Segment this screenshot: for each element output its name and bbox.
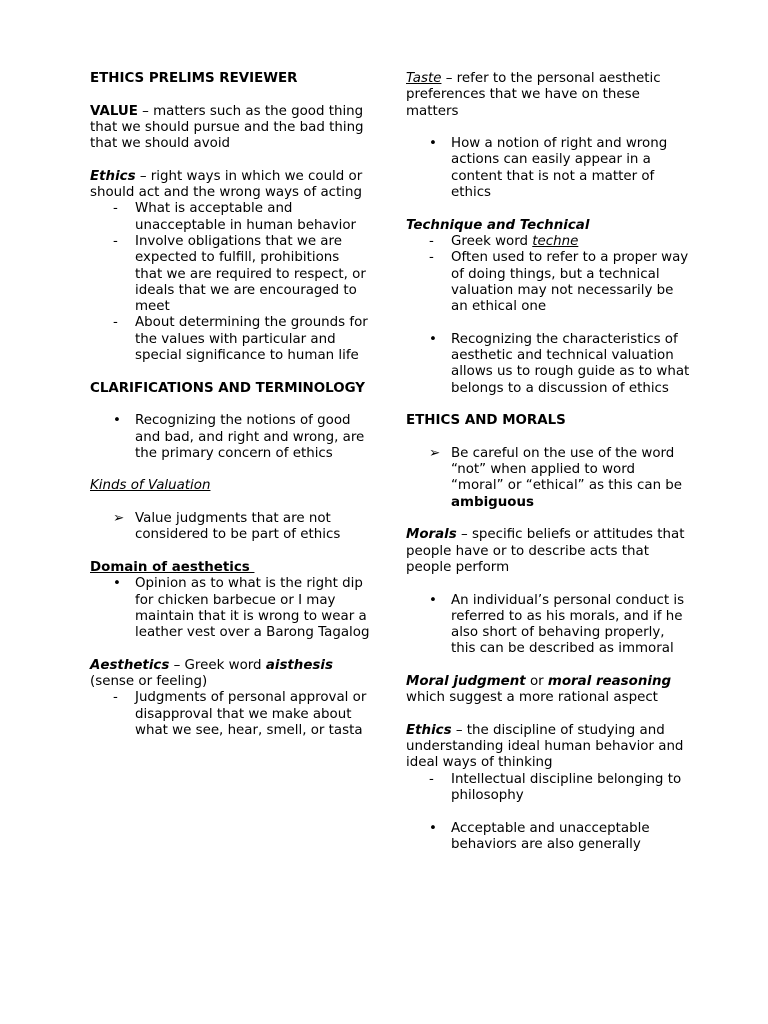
taste-term: Taste bbox=[406, 71, 442, 86]
bullet-marker: • bbox=[113, 576, 121, 592]
dash-marker: - bbox=[429, 250, 434, 266]
domain-of-aesthetics-heading: Domain of aesthetics bbox=[90, 559, 255, 575]
arrow-marker: ➢ bbox=[429, 445, 441, 461]
list-item-text: Involve obligations that we are expected to fulfill, prohibitions that we are required to respect, or ideals that we are encouraged to meet bbox=[135, 233, 366, 315]
arrow-marker: ➢ bbox=[113, 511, 125, 527]
list-item bbox=[90, 315, 370, 364]
list-item-text: Often used to refer to a proper way of doing things, but a technical valuation may not necessarily be an ethical one bbox=[451, 250, 689, 315]
taste-def-text: – refer to the personal aesthetic preferences that we have on these matters bbox=[406, 71, 661, 119]
list-item-text: Judgments of personal approval or disapproval that we make about what we see, hear, smell, or tasta bbox=[135, 690, 367, 738]
list-item bbox=[406, 772, 691, 805]
list-item bbox=[406, 332, 691, 397]
or-text: or bbox=[525, 673, 548, 689]
right-column bbox=[406, 71, 691, 853]
list-item-text: Value judgments that are not considered to be part of ethics bbox=[135, 511, 341, 543]
list-item-text: About determining the grounds for the values with particular and special significance to human life bbox=[135, 315, 368, 364]
ethics-discipline-definition bbox=[406, 723, 691, 772]
ethics-definition bbox=[90, 169, 370, 202]
moral-judgment-def-text: which suggest a more rational aspect bbox=[406, 690, 658, 706]
list-item-text: Intellectual discipline belonging to philosophy bbox=[451, 771, 682, 804]
bullet-marker: • bbox=[429, 820, 437, 836]
list-item bbox=[90, 690, 370, 739]
list-item-text: What is acceptable and unacceptable in human behavior bbox=[135, 201, 357, 233]
bullet-marker: • bbox=[113, 413, 121, 429]
techne-word: techne bbox=[532, 233, 579, 249]
list-item bbox=[406, 446, 691, 511]
bullet-marker: • bbox=[429, 331, 437, 347]
value-term: VALUE bbox=[90, 103, 138, 119]
list-item bbox=[90, 413, 370, 462]
document-title: ETHICS PRELIMS REVIEWER bbox=[90, 71, 298, 86]
value-definition bbox=[90, 104, 370, 153]
list-item bbox=[90, 576, 370, 641]
ethics-term: Ethics bbox=[90, 168, 136, 184]
list-item bbox=[406, 821, 691, 854]
dash-marker: - bbox=[113, 690, 118, 706]
ethics-discipline-term: Ethics bbox=[406, 722, 452, 738]
aesthetics-def-text-2: (sense or feeling) bbox=[90, 673, 208, 689]
moral-judgment-definition bbox=[406, 674, 691, 707]
list-item bbox=[406, 250, 691, 315]
list-item-text: Opinion as to what is the right dip for chicken barbecue or I may maintain that it is wrong to wear a leather vest over a Barong Tagalog bbox=[135, 576, 370, 641]
dash-marker: - bbox=[113, 233, 118, 249]
aesthetics-term: Aesthetics bbox=[90, 657, 170, 673]
list-item bbox=[90, 234, 370, 315]
list-item-text: Greek word bbox=[451, 233, 533, 249]
morals-def-text: – specific beliefs or attitudes that people have or to describe acts that people perform bbox=[406, 527, 685, 575]
left-column bbox=[90, 71, 370, 739]
dash-marker: - bbox=[113, 315, 118, 331]
list-item bbox=[406, 234, 691, 250]
value-def-text: – matters such as the good thing that we should pursue and the bad thing that we should avoid bbox=[90, 103, 364, 152]
technique-heading: Technique and Technical bbox=[406, 217, 590, 233]
list-item-text: Be careful on the use of the word “not” when applied to word “moral” or “ethical” as this can be bbox=[451, 445, 683, 494]
ambiguous-word: ambiguous bbox=[451, 494, 534, 510]
taste-definition bbox=[406, 71, 691, 120]
list-item-text: An individual’s personal conduct is referred to as his morals, and if he also short of behaving properly, this can be described as immoral bbox=[451, 592, 685, 657]
moral-judgment-term: Moral judgment bbox=[406, 673, 526, 689]
ethics-and-morals-heading: ETHICS AND MORALS bbox=[406, 413, 566, 429]
dash-marker: - bbox=[429, 771, 434, 787]
moral-reasoning-term: moral reasoning bbox=[547, 673, 672, 689]
aesthetics-def-text-1: – Greek word bbox=[169, 657, 266, 673]
list-item-text: Acceptable and unacceptable behaviors are also generally bbox=[451, 820, 650, 852]
list-item-text: Recognizing the characteristics of aesthetic and technical valuation allows us to rough guide as to what belongs to a discussion of ethics bbox=[451, 331, 690, 396]
morals-definition bbox=[406, 527, 691, 576]
bullet-marker: • bbox=[429, 136, 437, 152]
ethics-discipline-def-text: – the discipline of studying and understanding ideal human behavior and ideal ways of thinking bbox=[406, 722, 684, 771]
list-item-text: Recognizing the notions of good and bad, and right and wrong, are the primary concern of ethics bbox=[135, 413, 365, 461]
kinds-of-valuation-heading: Kinds of Valuation bbox=[90, 478, 211, 494]
clarifications-heading: CLARIFICATIONS AND TERMINOLOGY bbox=[90, 380, 365, 396]
aesthetics-definition bbox=[90, 658, 370, 691]
aesthetics-word: aisthesis bbox=[265, 657, 333, 673]
list-item bbox=[406, 136, 691, 201]
list-item-text: How a notion of right and wrong actions can easily appear in a content that is not a matter of ethics bbox=[451, 136, 668, 201]
list-item bbox=[90, 201, 370, 234]
ethics-def-text: – right ways in which we could or should act and the wrong ways of acting bbox=[90, 168, 363, 201]
list-item bbox=[90, 511, 370, 544]
dash-marker: - bbox=[429, 233, 434, 249]
morals-term: Morals bbox=[406, 527, 457, 543]
bullet-marker: • bbox=[429, 592, 437, 608]
list-item bbox=[406, 593, 691, 658]
dash-marker: - bbox=[113, 201, 118, 217]
